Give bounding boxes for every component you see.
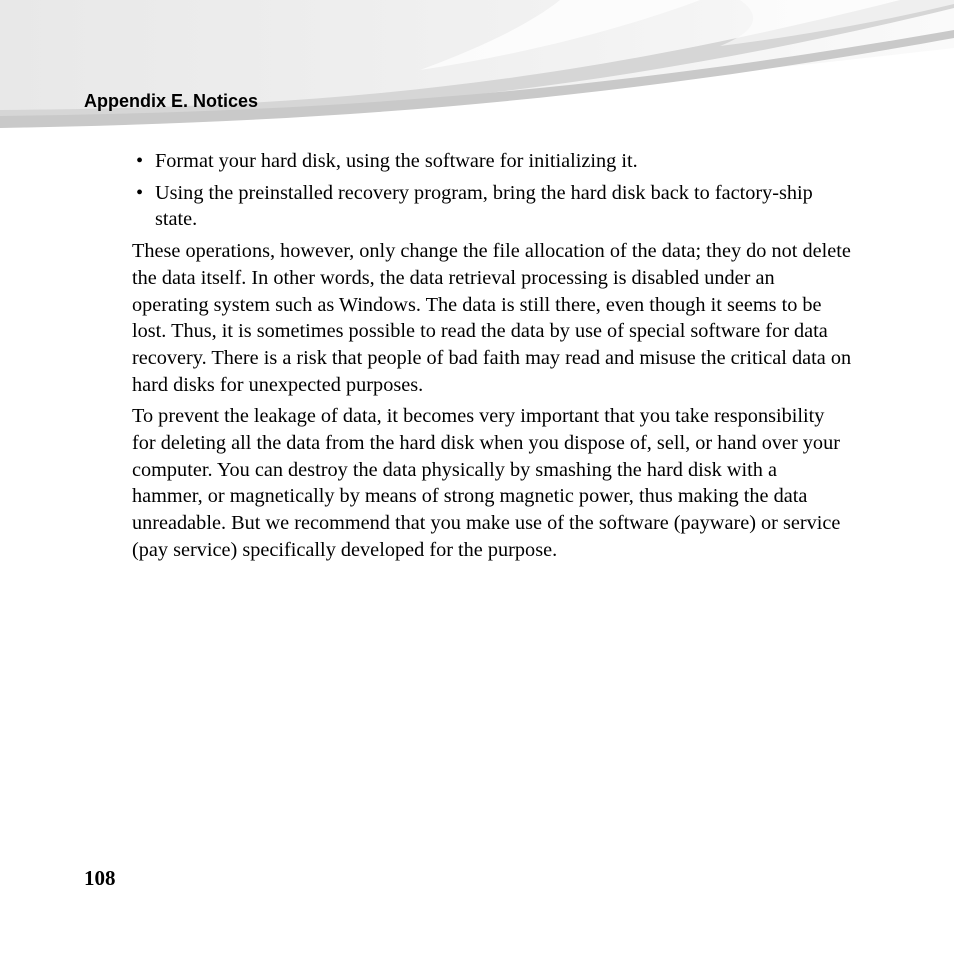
paragraph: These operations, however, only change the file allocation of the data; they do not delete the data itself. In other words, the data retrieval processing is disabled under an operating system such as Windows. The data is still there, even though it seems to be lost. Thus, it is sometimes possible to read the data by use of special software for data recovery. There is a risk that people of bad faith may read and misuse the critical data on hard disks for unexpected purposes. (132, 240, 852, 396)
header-decorative-band (0, 0, 954, 135)
bullet-text: Format your hard disk, using the software for initializing it. (155, 150, 638, 172)
bullet-item (132, 148, 852, 175)
body-text (132, 148, 852, 569)
chapter-title: Appendix E. Notices (84, 91, 259, 111)
bullet-list (132, 148, 852, 233)
bullet-text: Using the preinstalled recovery program, bring the hard disk back to factory-ship state. (155, 181, 813, 231)
bullet-item (132, 180, 852, 233)
bullet-icon: • (136, 150, 144, 172)
paragraph: To prevent the leakage of data, it becomes very important that you take responsibility for deleting all the data from the hard disk when you dispose of, sell, or hand over your computer. You can destroy the data physically by smashing the hard disk with a hammer, or magnetically by means of strong magnetic power, thus making the data unreadable. But we recommend that you make use of the software (payware) or service (pay service) specifically developed for the purpose. (132, 405, 841, 561)
page-number: 108 (84, 866, 116, 890)
bullet-icon: • (136, 181, 144, 204)
